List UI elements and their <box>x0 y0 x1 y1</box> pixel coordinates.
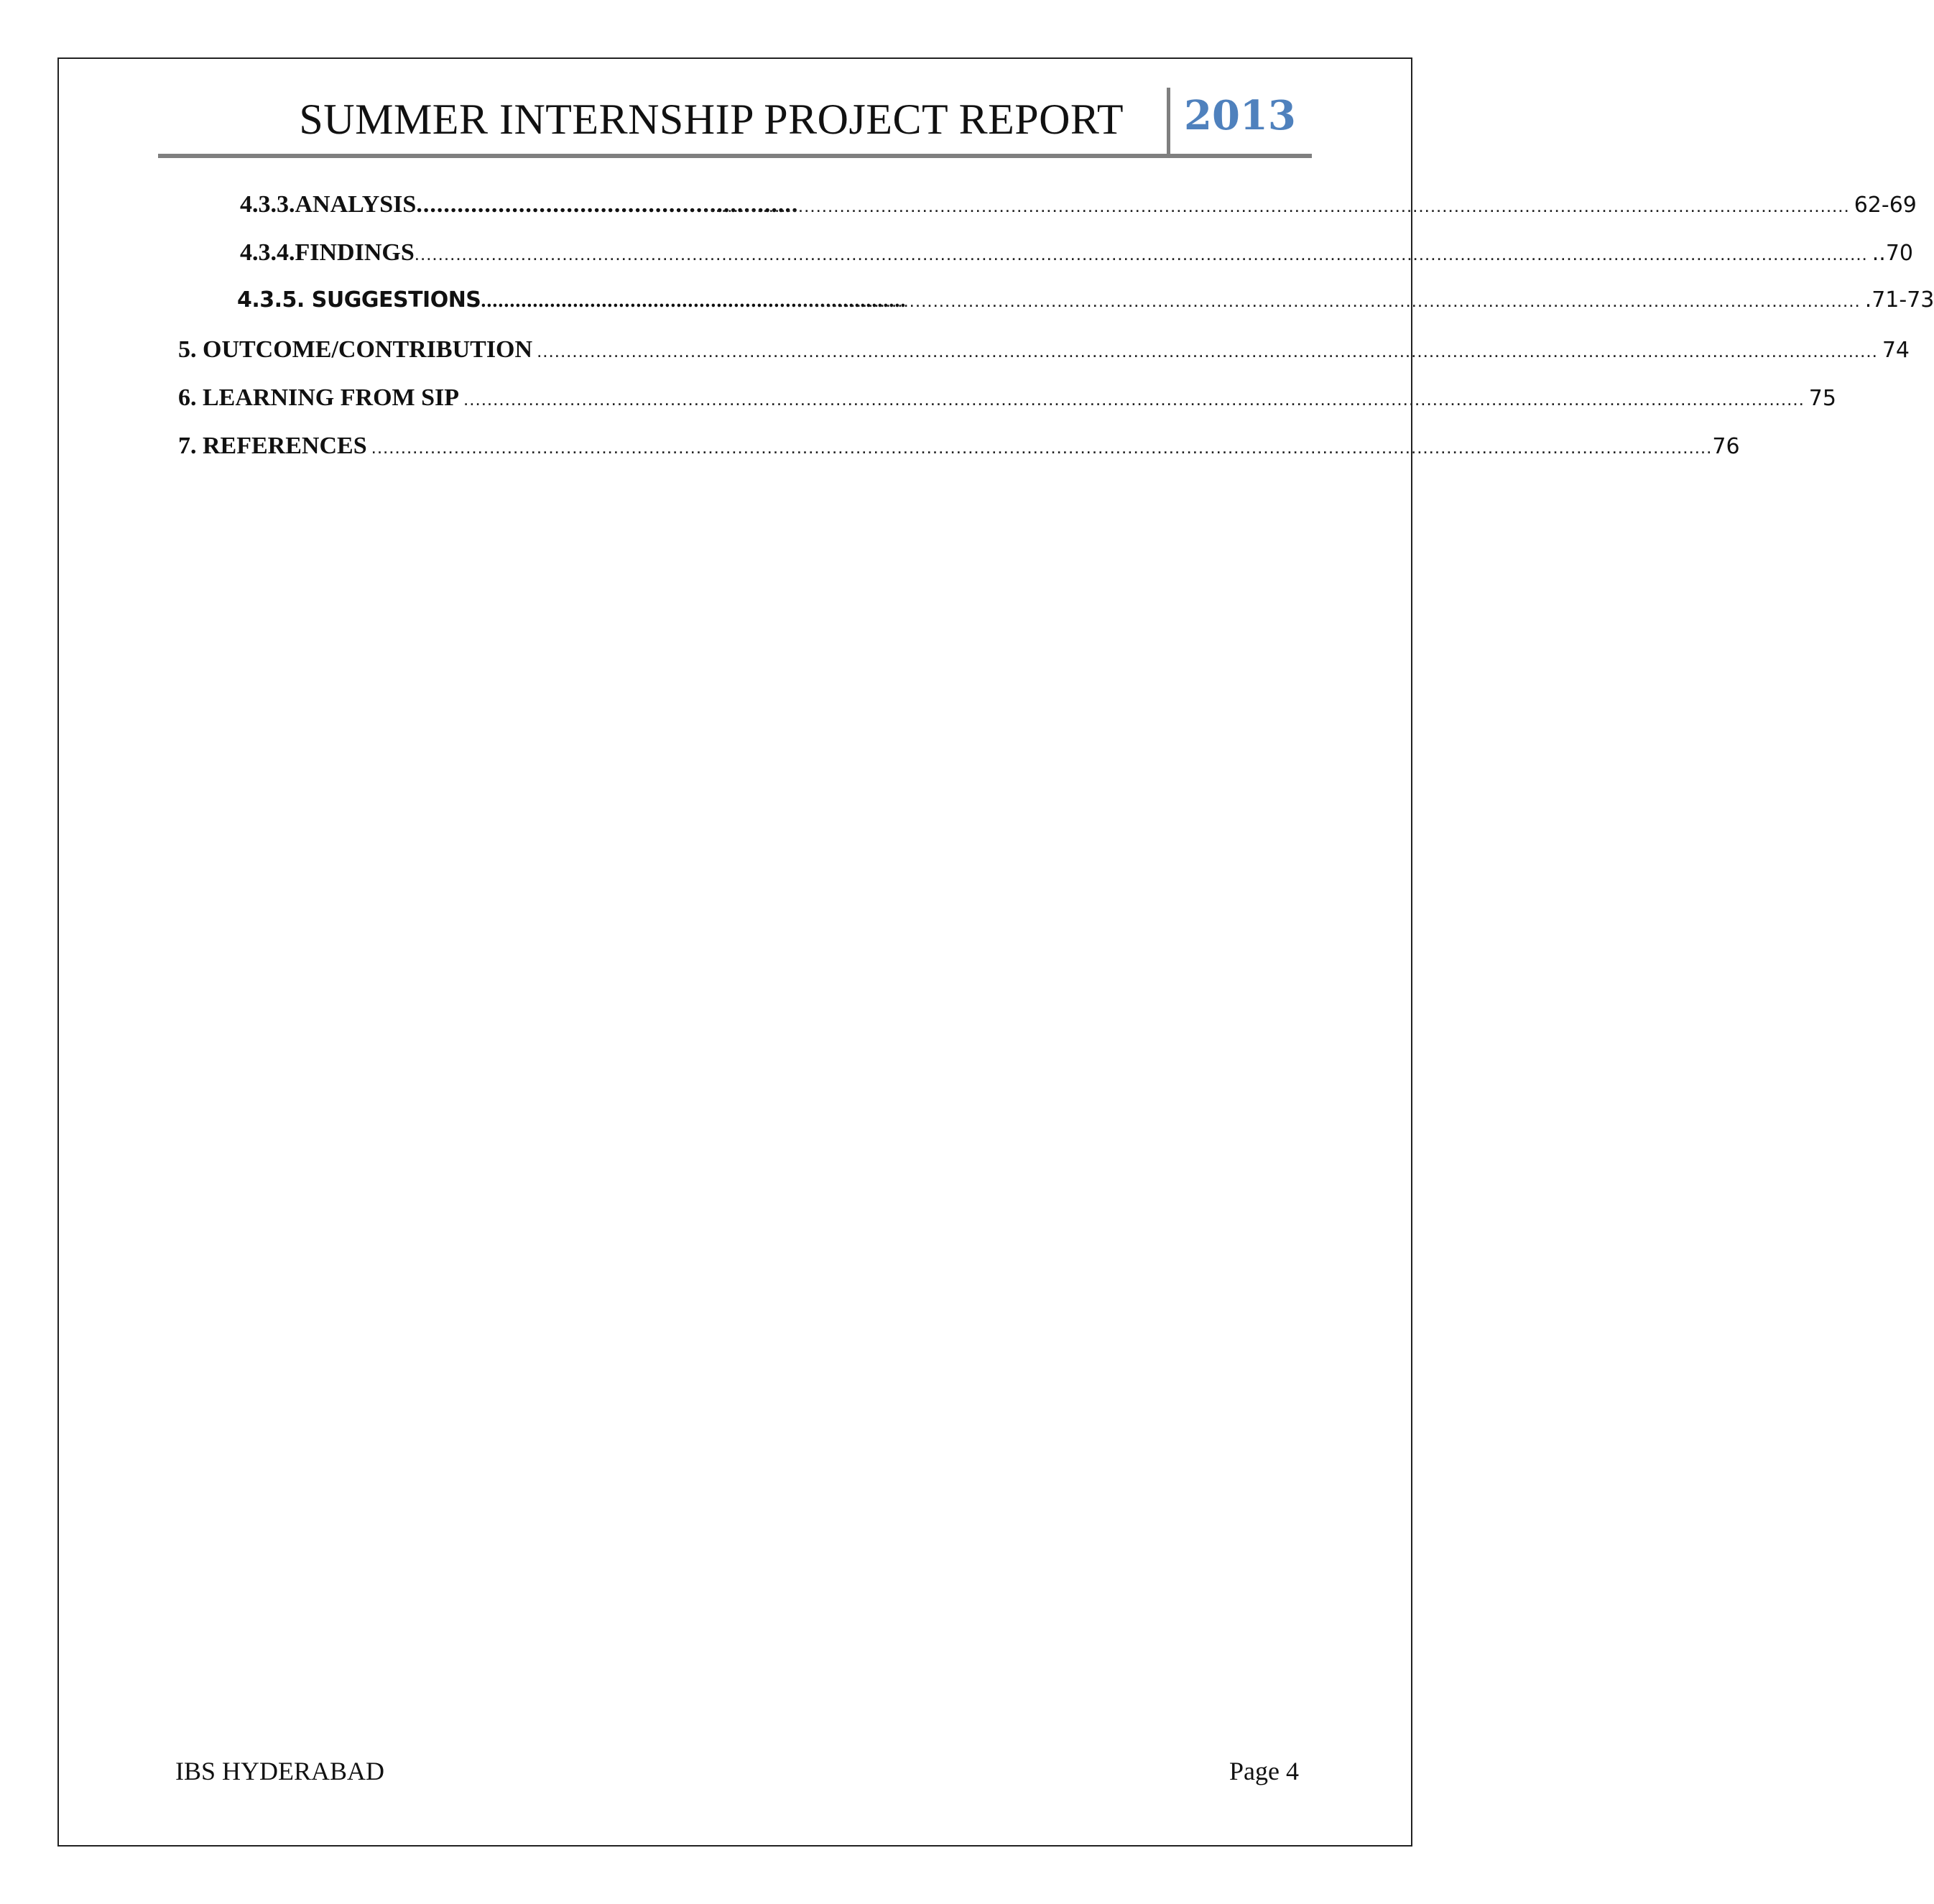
toc-leader: ................................................................................................................................................................................................................................... <box>463 388 1805 410</box>
toc-leader: ........................................................ <box>416 191 799 218</box>
toc-entry-label: 4.3.4.FINDINGS <box>240 239 415 266</box>
toc-entry[interactable] <box>178 384 1836 420</box>
toc-leader: .......................................................................... <box>481 290 907 312</box>
toc-entry-page: .71-73 <box>1864 287 1934 313</box>
footer-page-number: Page 4 <box>1229 1757 1299 1785</box>
toc-entry[interactable] <box>240 239 1914 275</box>
header-rule <box>158 154 1312 158</box>
toc-entry[interactable] <box>240 191 1917 227</box>
toc-entry-page: ..70 <box>1871 241 1914 266</box>
toc-entry-label: 4.3.3.ANALYSIS <box>240 191 417 218</box>
toc-entry-page: 62-69 <box>1854 193 1917 218</box>
toc-leader: ................................................................................................................................................................................................................................... <box>371 436 1713 458</box>
page-header <box>158 85 1312 157</box>
toc-leader: ................................................................................................................................................................................................................................... <box>537 340 1878 361</box>
header-divider <box>1167 88 1170 155</box>
toc-entry-label: 5. OUTCOME/CONTRIBUTION <box>178 336 533 363</box>
footer-institution: IBS HYDERABAD <box>175 1757 385 1785</box>
toc-entry-page: 75 <box>1808 386 1836 411</box>
page-border <box>57 57 1412 1847</box>
report-year: 2013 <box>1184 92 1296 139</box>
toc-entry-label: 6. LEARNING FROM SIP <box>178 384 460 411</box>
toc-leader: .................................................................................................................................................................................... <box>797 290 1861 311</box>
toc-leader: .................................................................................................................................................................................................. <box>703 195 1850 216</box>
toc-entry-label: 7. REFERENCES <box>178 433 367 459</box>
toc-entry-label: 4.3.5. SUGGESTIONS <box>237 287 481 313</box>
toc-leader: ...................................................................................................................................................................................................................................................... <box>414 243 1868 264</box>
toc-entry[interactable] <box>178 336 1910 372</box>
toc-entry[interactable] <box>178 433 1740 468</box>
toc-entry[interactable] <box>237 287 1934 323</box>
report-title: SUMMER INTERNSHIP PROJECT REPORT <box>299 96 1124 143</box>
toc-entry-page: 74 <box>1882 338 1910 363</box>
toc-entry-page: 76 <box>1712 434 1740 459</box>
